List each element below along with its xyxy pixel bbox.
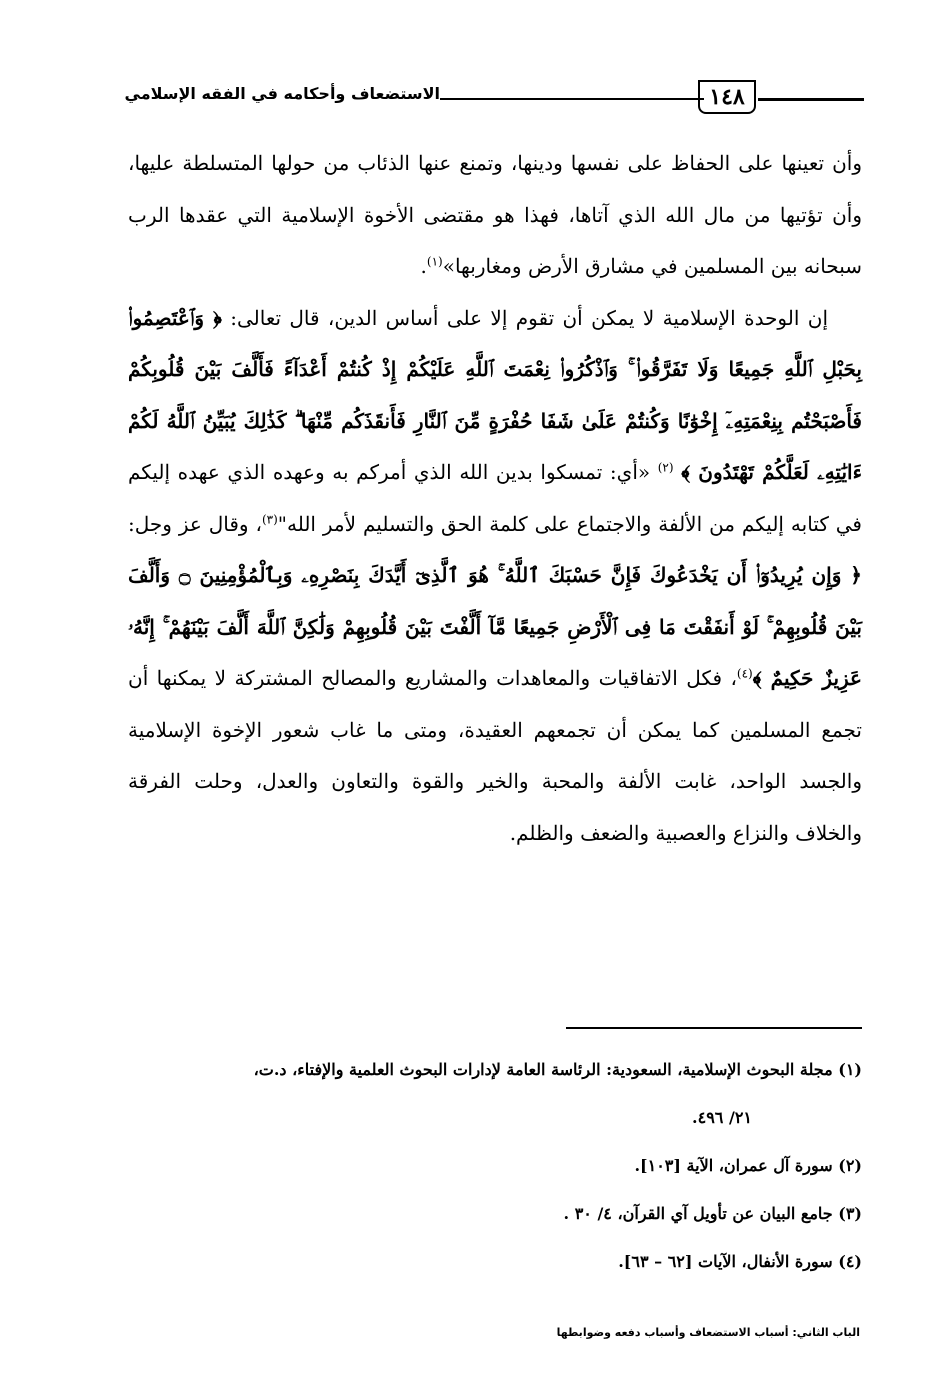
paragraph-1-text: وأن تعينها على الحفاظ على نفسها ودينها، وتمنع عنها الذئاب من حولها المتسلطة عليها، وأن تؤتيها من مال الله الذي آتاها، فهذا هو مقتضى الأخوة الإسلامية التي عقدها الرب سبحانه بين المسلمين في مشارق الأرض ومغاربها» <box>128 151 862 278</box>
footnote-ref-1: (١) <box>426 254 443 269</box>
header-rule-right <box>758 98 864 101</box>
paragraph-2-intro: إن الوحدة الإسلامية لا يمكن أن تقوم إلا على أساس الدين، قال تعالى: <box>230 305 829 330</box>
footnotes <box>128 1046 862 1286</box>
paragraph-2-transition: ، وقال عز وجل: <box>128 511 262 536</box>
footnote-separator <box>566 1027 862 1029</box>
footnote-1-continuation: ٢١/ ٤٩٦. <box>692 1108 752 1127</box>
footnote-2: (٢) سورة آل عمران، الآية [١٠٣]. <box>634 1156 862 1175</box>
page-header <box>110 78 864 118</box>
paragraph-2-conclusion: ، فكل الاتفاقيات والمعاهدات والمشاريع والمصالح المشتركة لا يمكنها أن تجمع المسلمين كما يمكن أن تجمعهم العقيدة، ومتى ما غاب شعور الإخوة الإسلامية والجسد الواحد، غابت الألفة والمحبة والخير والقوة والتعاون والعدل، وحلت الفرقة والخلاف والنزاع والعصبية والضعف والظلم. <box>128 666 862 845</box>
footnote-ref-3: (٣) <box>261 511 278 526</box>
paragraph-1-end: . <box>420 254 427 278</box>
footnote-1: (١) مجلة البحوث الإسلامية، السعودية: الرئاسة العامة لإدارات البحوث العلمية والإفتاء، د.ت، <box>253 1060 862 1079</box>
paragraph-1 <box>128 138 862 293</box>
paragraph-2 <box>128 293 862 860</box>
footnote-4: (٤) سورة الأنفال، الآيات [٦٢ – ٦٣]. <box>618 1252 862 1271</box>
paragraph-2-explanation: «أي: تمسكوا بدين الله الذي أمركم به وعهده الذي عهده إليكم في كتابه إليكم من الألفة والاجتماع على كلمة الحق والتسليم لأمر الله" <box>128 460 862 536</box>
running-title: الاستضعاف وأحكامه في الفقه الإسلامي <box>124 84 440 103</box>
header-rule-left <box>440 98 704 100</box>
quran-verse-2: ﴿ وَإِن يُرِيدُوٓا۟ أَن يَخْدَعُوكَ فَإِنَّ حَسْبَكَ ٱللَّهُ ۚ هُوَ ٱلَّذِىٓ أَيَّدَكَ بِنَصْرِهِۦ وَبِٱلْمُؤْمِنِينَ ۝ وَأَلَّفَ بَيْنَ قُلُوبِهِمْ ۚ لَوْ أَنفَقْتَ مَا فِى ٱلْأَرْضِ جَمِيعًا مَّآ أَلَّفْتَ بَيْنَ قُلُوبِهِمْ وَلَٰكِنَّ ٱللَّهَ أَلَّفَ بَيْنَهُمْ ۚ إِنَّهُۥ عَزِيزٌ حَكِيمٌ ﴾ <box>128 563 862 690</box>
footnote-ref-2: (٢) <box>657 460 674 475</box>
chapter-caption: الباب الثاني: أسباب الاستضعاف وأسباب دفعه وضوابطها <box>556 1326 860 1339</box>
quran-verse-1: ﴿ وَٱعْتَصِمُوا۟ بِحَبْلِ ٱللَّهِ جَمِيعًا وَلَا تَفَرَّقُوا۟ ۚ وَٱذْكُرُوا۟ نِعْمَتَ ٱللَّهِ عَلَيْكُمْ إِذْ كُنتُمْ أَعْدَآءً فَأَلَّفَ بَيْنَ قُلُوبِكُمْ فَأَصْبَحْتُم بِنِعْمَتِهِۦٓ إِخْوَٰنًا وَكُنتُمْ عَلَىٰ شَفَا حُفْرَةٍ مِّنَ ٱلنَّارِ فَأَنقَذَكُم مِّنْهَا ۗ كَذَٰلِكَ يُبَيِّنُ ٱللَّهُ لَكُمْ ءَايَٰتِهِۦ لَعَلَّكُمْ تَهْتَدُونَ ﴾ <box>128 305 862 484</box>
page-number: ١٤٨ <box>698 80 756 114</box>
footnote-ref-4: (٤) <box>736 666 753 681</box>
main-text <box>128 138 862 859</box>
footnote-3: (٣) جامع البيان عن تأويل آي القرآن، ٤/ ٣٠ . <box>563 1204 862 1223</box>
